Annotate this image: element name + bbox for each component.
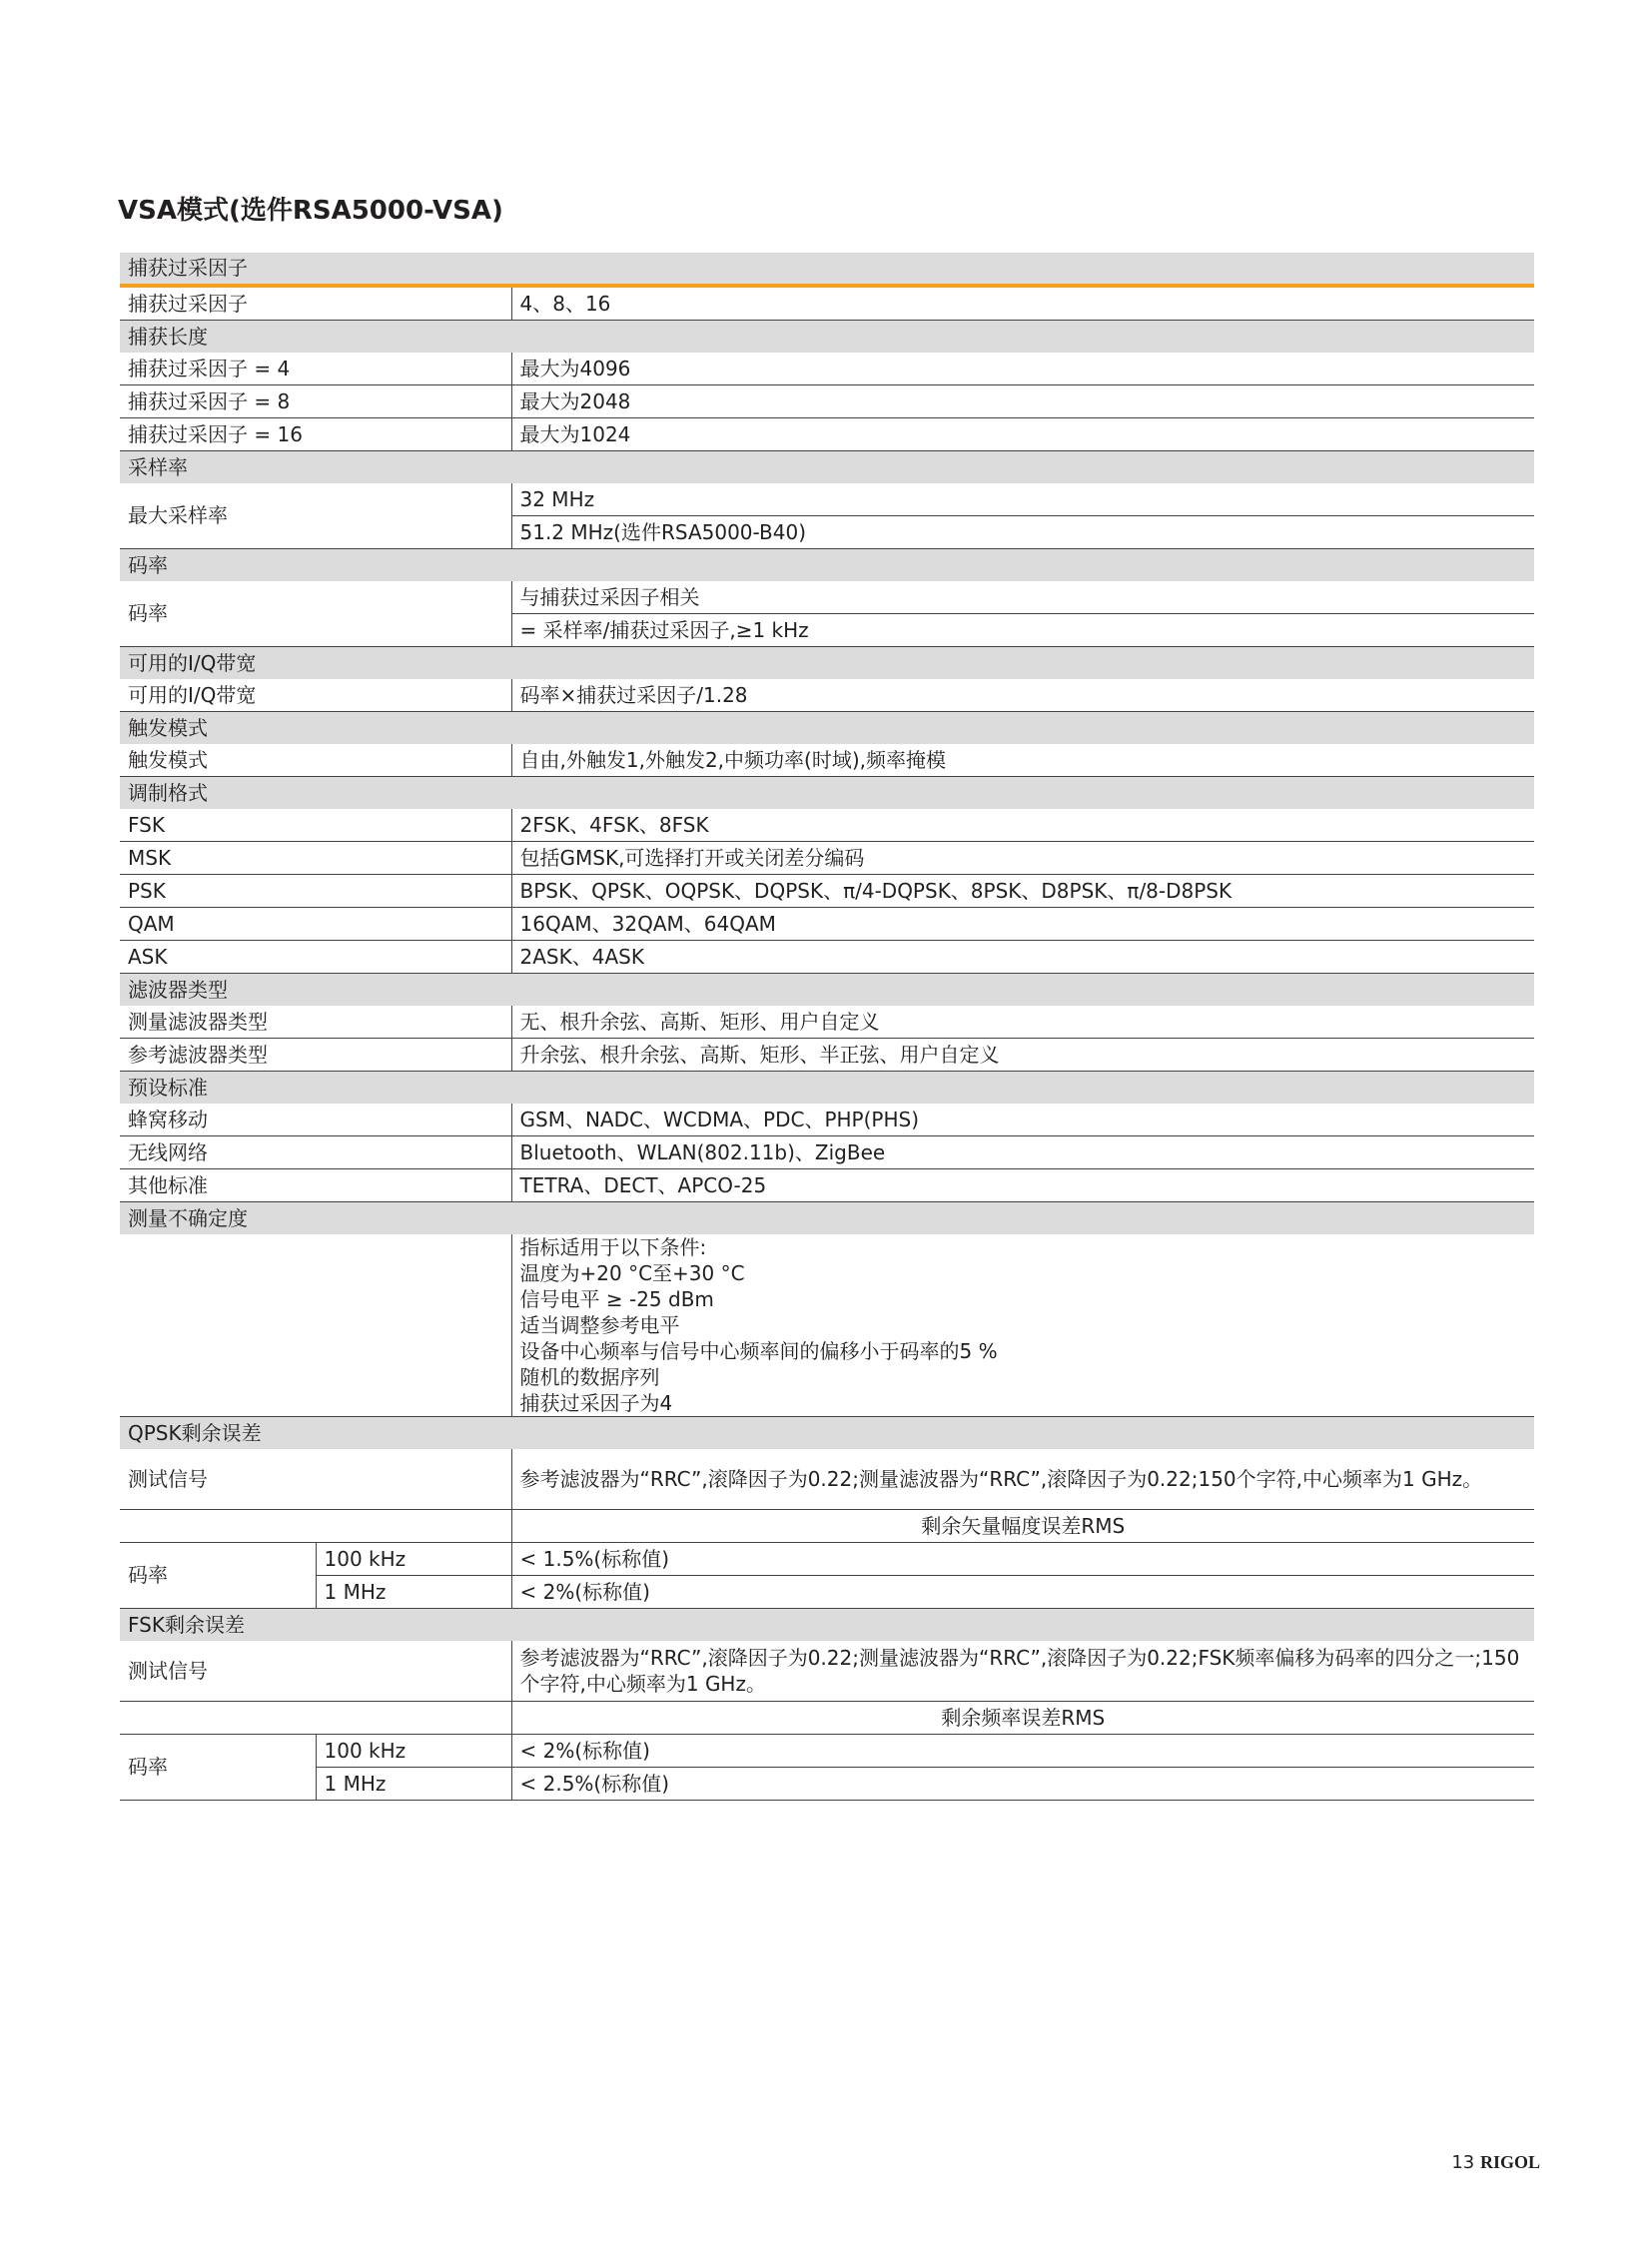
table-row	[120, 1543, 1534, 1576]
section-header: FSK剩余误差	[120, 1609, 1534, 1642]
table-row	[120, 1735, 1534, 1768]
row-label: 捕获过采因子 = 4	[120, 353, 511, 385]
section-header: 采样率	[120, 451, 1534, 484]
table-row	[120, 418, 1534, 451]
table-row	[120, 679, 1534, 712]
row-value: 2ASK、4ASK	[511, 941, 1534, 974]
rate-value: 1 MHz	[316, 1768, 511, 1801]
row-value: 最大为1024	[511, 418, 1534, 451]
section-header: 捕获过采因子	[120, 253, 1534, 286]
row-label: 参考滤波器类型	[120, 1039, 511, 1072]
row-label: 码率	[120, 1735, 316, 1801]
condition-line: 适当调整参考电平	[519, 1313, 680, 1337]
row-value: GSM、NADC、WCDMA、PDC、PHP(PHS)	[511, 1104, 1534, 1136]
row-value: 参考滤波器为“RRC”,滚降因子为0.22;测量滤波器为“RRC”,滚降因子为0.22;150个字符,中心频率为1 GHz。	[511, 1449, 1534, 1510]
table-row	[120, 809, 1534, 842]
table-row	[120, 385, 1534, 418]
table-row	[120, 875, 1534, 908]
row-label: ASK	[120, 941, 511, 974]
brand-logo: RIGOL	[1479, 2152, 1540, 2172]
rate-value: 1 MHz	[316, 1576, 511, 1609]
table-row	[120, 1169, 1534, 1202]
row-label: 码率	[120, 1543, 316, 1609]
row-label: FSK	[120, 809, 511, 842]
rate-value: 100 kHz	[316, 1543, 511, 1576]
row-value: < 2.5%(标称值)	[511, 1768, 1534, 1801]
section-header: 测量不确定度	[120, 1202, 1534, 1235]
row-value: 32 MHz	[511, 483, 1534, 516]
page-number: 13	[1451, 2152, 1475, 2173]
row-value: 包括GMSK,可选择打开或关闭差分编码	[511, 842, 1534, 875]
row-value: < 2%(标称值)	[511, 1735, 1534, 1768]
row-label: 捕获过采因子 = 16	[120, 418, 511, 451]
row-label: MSK	[120, 842, 511, 875]
table-row	[120, 1510, 1534, 1543]
row-label: 码率	[120, 581, 511, 647]
row-value: 2FSK、4FSK、8FSK	[511, 809, 1534, 842]
row-value: 自由,外触发1,外触发2,中频功率(时域),频率掩模	[511, 744, 1534, 777]
table-row	[120, 581, 1534, 614]
table-row	[120, 286, 1534, 321]
section-header: 预设标准	[120, 1072, 1534, 1105]
row-value: 无、根升余弦、高斯、矩形、用户自定义	[511, 1006, 1534, 1039]
section-header: 捕获长度	[120, 321, 1534, 354]
table-row	[120, 941, 1534, 974]
table-row	[120, 1576, 1534, 1609]
row-label: 捕获过采因子 = 8	[120, 385, 511, 418]
condition-line: 温度为+20 °C至+30 °C	[519, 1261, 745, 1285]
condition-line: 随机的数据序列	[519, 1365, 660, 1389]
row-label: 无线网络	[120, 1136, 511, 1169]
table-row	[120, 483, 1534, 516]
row-label: 蜂窝移动	[120, 1104, 511, 1136]
section-header: 码率	[120, 549, 1534, 582]
row-label: 测试信号	[120, 1641, 511, 1702]
row-value: Bluetooth、WLAN(802.11b)、ZigBee	[511, 1136, 1534, 1169]
condition-line: 指标适用于以下条件:	[519, 1235, 707, 1259]
table-row	[120, 1702, 1534, 1735]
section-header: 可用的I/Q带宽	[120, 647, 1534, 680]
row-label: 可用的I/Q带宽	[120, 679, 511, 712]
row-value: 51.2 MHz(选件RSA5000-B40)	[511, 516, 1534, 549]
section-header: 触发模式	[120, 712, 1534, 745]
row-value: < 1.5%(标称值)	[511, 1543, 1534, 1576]
row-value: TETRA、DECT、APCO-25	[511, 1169, 1534, 1202]
section-header: 调制格式	[120, 777, 1534, 810]
row-value: = 采样率/捕获过采因子,≥1 kHz	[511, 614, 1534, 647]
rate-value: 100 kHz	[316, 1735, 511, 1768]
row-value: 最大为2048	[511, 385, 1534, 418]
table-row	[120, 1641, 1534, 1702]
condition-line: 捕获过采因子为4	[519, 1391, 673, 1415]
page-title: VSA模式(选件RSA5000-VSA)	[118, 196, 503, 226]
row-label: 捕获过采因子	[120, 286, 511, 321]
table-row	[120, 744, 1534, 777]
table-row	[120, 1234, 1534, 1417]
row-value: 升余弦、根升余弦、高斯、矩形、半正弦、用户自定义	[511, 1039, 1534, 1072]
table-row	[120, 908, 1534, 941]
table-row	[120, 353, 1534, 385]
condition-line: 信号电平 ≥ -25 dBm	[519, 1287, 714, 1311]
section-header: 滤波器类型	[120, 974, 1534, 1007]
row-value: BPSK、QPSK、OQPSK、DQPSK、π/4-DQPSK、8PSK、D8PSK、π/8-D8PSK	[511, 875, 1534, 908]
table-row	[120, 1039, 1534, 1072]
conditions-cell	[511, 1234, 1534, 1417]
table-row	[120, 1768, 1534, 1801]
table-row	[120, 1006, 1534, 1039]
page-footer	[1451, 2152, 1540, 2173]
table-row	[120, 842, 1534, 875]
row-value: 参考滤波器为“RRC”,滚降因子为0.22;测量滤波器为“RRC”,滚降因子为0.22;FSK频率偏移为码率的四分之一;150个字符,中心频率为1 GHz。	[511, 1641, 1534, 1702]
row-value: 16QAM、32QAM、64QAM	[511, 908, 1534, 941]
row-value: 码率×捕获过采因子/1.28	[511, 679, 1534, 712]
row-label: QAM	[120, 908, 511, 941]
spec-table	[120, 253, 1534, 1801]
row-label: 触发模式	[120, 744, 511, 777]
row-value: < 2%(标称值)	[511, 1576, 1534, 1609]
column-header: 剩余矢量幅度误差RMS	[511, 1510, 1534, 1543]
row-label: 测试信号	[120, 1449, 511, 1510]
table-row	[120, 1104, 1534, 1136]
row-label: 测量滤波器类型	[120, 1006, 511, 1039]
row-label: 最大采样率	[120, 483, 511, 549]
row-label: PSK	[120, 875, 511, 908]
row-value: 最大为4096	[511, 353, 1534, 385]
row-value: 与捕获过采因子相关	[511, 581, 1534, 614]
row-value: 4、8、16	[511, 286, 1534, 321]
row-label: 其他标准	[120, 1169, 511, 1202]
table-row	[120, 1449, 1534, 1510]
section-header: QPSK剩余误差	[120, 1417, 1534, 1450]
table-row	[120, 1136, 1534, 1169]
column-header: 剩余频率误差RMS	[511, 1702, 1534, 1735]
condition-line: 设备中心频率与信号中心频率间的偏移小于码率的5 %	[519, 1339, 998, 1363]
